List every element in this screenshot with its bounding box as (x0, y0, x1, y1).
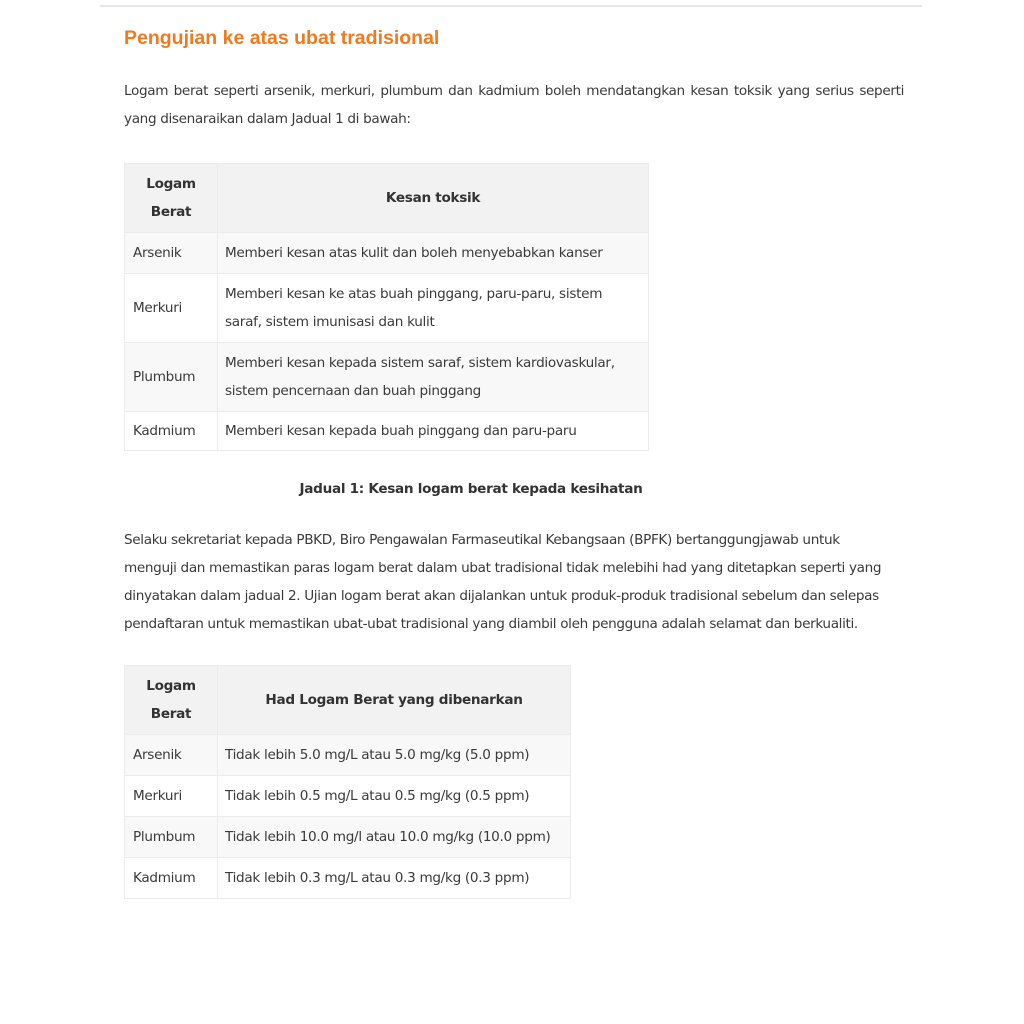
metal-cell: Kadmium (125, 412, 218, 451)
limit-cell: Tidak lebih 0.3 mg/L atau 0.3 mg/kg (0.3 ppm) (218, 858, 571, 899)
limit-cell: Tidak lebih 5.0 mg/L atau 5.0 mg/kg (5.0 ppm) (218, 735, 571, 776)
toxic-effect-cell: Memberi kesan kepada sistem saraf, sistem kardiovaskular, sistem pencernaan dan buah pinggang (218, 343, 649, 412)
toxic-effects-table (124, 163, 649, 451)
table-header-row (125, 666, 571, 735)
table1-caption: Jadual 1: Kesan logam berat kepada kesihatan (299, 481, 643, 497)
table-header-row (125, 164, 649, 233)
body-paragraph: Selaku sekretariat kepada PBKD, Biro Pengawalan Farmaseutikal Kebangsaan (BPFK) bertanggungjawab untuk menguji dan memastikan paras logam berat dalam ubat tradisional tidak melebihi had yang ditetapkan seperti yang dinyatakan dalam jadual 2. Ujian logam berat akan dijalankan untuk produk-produk tradisional sebelum dan selepas pendaftaran untuk memastikan ubat-ubat tradisional yang diambil oleh pengguna adalah selamat dan berkualiti. (124, 532, 882, 632)
column-header-limit: Had Logam Berat yang dibenarkan (218, 666, 571, 735)
section-title: Pengujian ke atas ubat tradisional (124, 27, 440, 49)
toxic-effect-cell: Memberi kesan atas kulit dan boleh menyebabkan kanser (218, 233, 649, 274)
table-row (125, 858, 571, 899)
column-header-toxic-effect: Kesan toksik (218, 164, 649, 233)
table-row (125, 343, 649, 412)
column-header-metal: Logam Berat (125, 666, 218, 735)
column-header-metal: Logam Berat (125, 164, 218, 233)
limit-cell: Tidak lebih 10.0 mg/l atau 10.0 mg/kg (10.0 ppm) (218, 817, 571, 858)
table-row (125, 412, 649, 451)
metal-cell: Plumbum (125, 817, 218, 858)
metal-cell: Merkuri (125, 274, 218, 343)
metal-cell: Arsenik (125, 233, 218, 274)
table-row (125, 735, 571, 776)
table-row (125, 776, 571, 817)
toxic-effect-cell: Memberi kesan ke atas buah pinggang, paru-paru, sistem saraf, sistem imunisasi dan kulit (218, 274, 649, 343)
metal-cell: Plumbum (125, 343, 218, 412)
heavy-metal-limits-table (124, 665, 571, 899)
article-content (124, 24, 904, 899)
metal-cell: Arsenik (125, 735, 218, 776)
metal-cell: Kadmium (125, 858, 218, 899)
limit-cell: Tidak lebih 0.5 mg/L atau 0.5 mg/kg (0.5 ppm) (218, 776, 571, 817)
table-row (125, 274, 649, 343)
toxic-effect-cell: Memberi kesan kepada buah pinggang dan paru-paru (218, 412, 649, 451)
intro-paragraph: Logam berat seperti arsenik, merkuri, plumbum dan kadmium boleh mendatangkan kesan toksik yang serius seperti yang disenaraikan dalam Jadual 1 di bawah: (124, 83, 904, 127)
metal-cell: Merkuri (125, 776, 218, 817)
table-row (125, 233, 649, 274)
top-divider (100, 5, 922, 7)
table-row (125, 817, 571, 858)
